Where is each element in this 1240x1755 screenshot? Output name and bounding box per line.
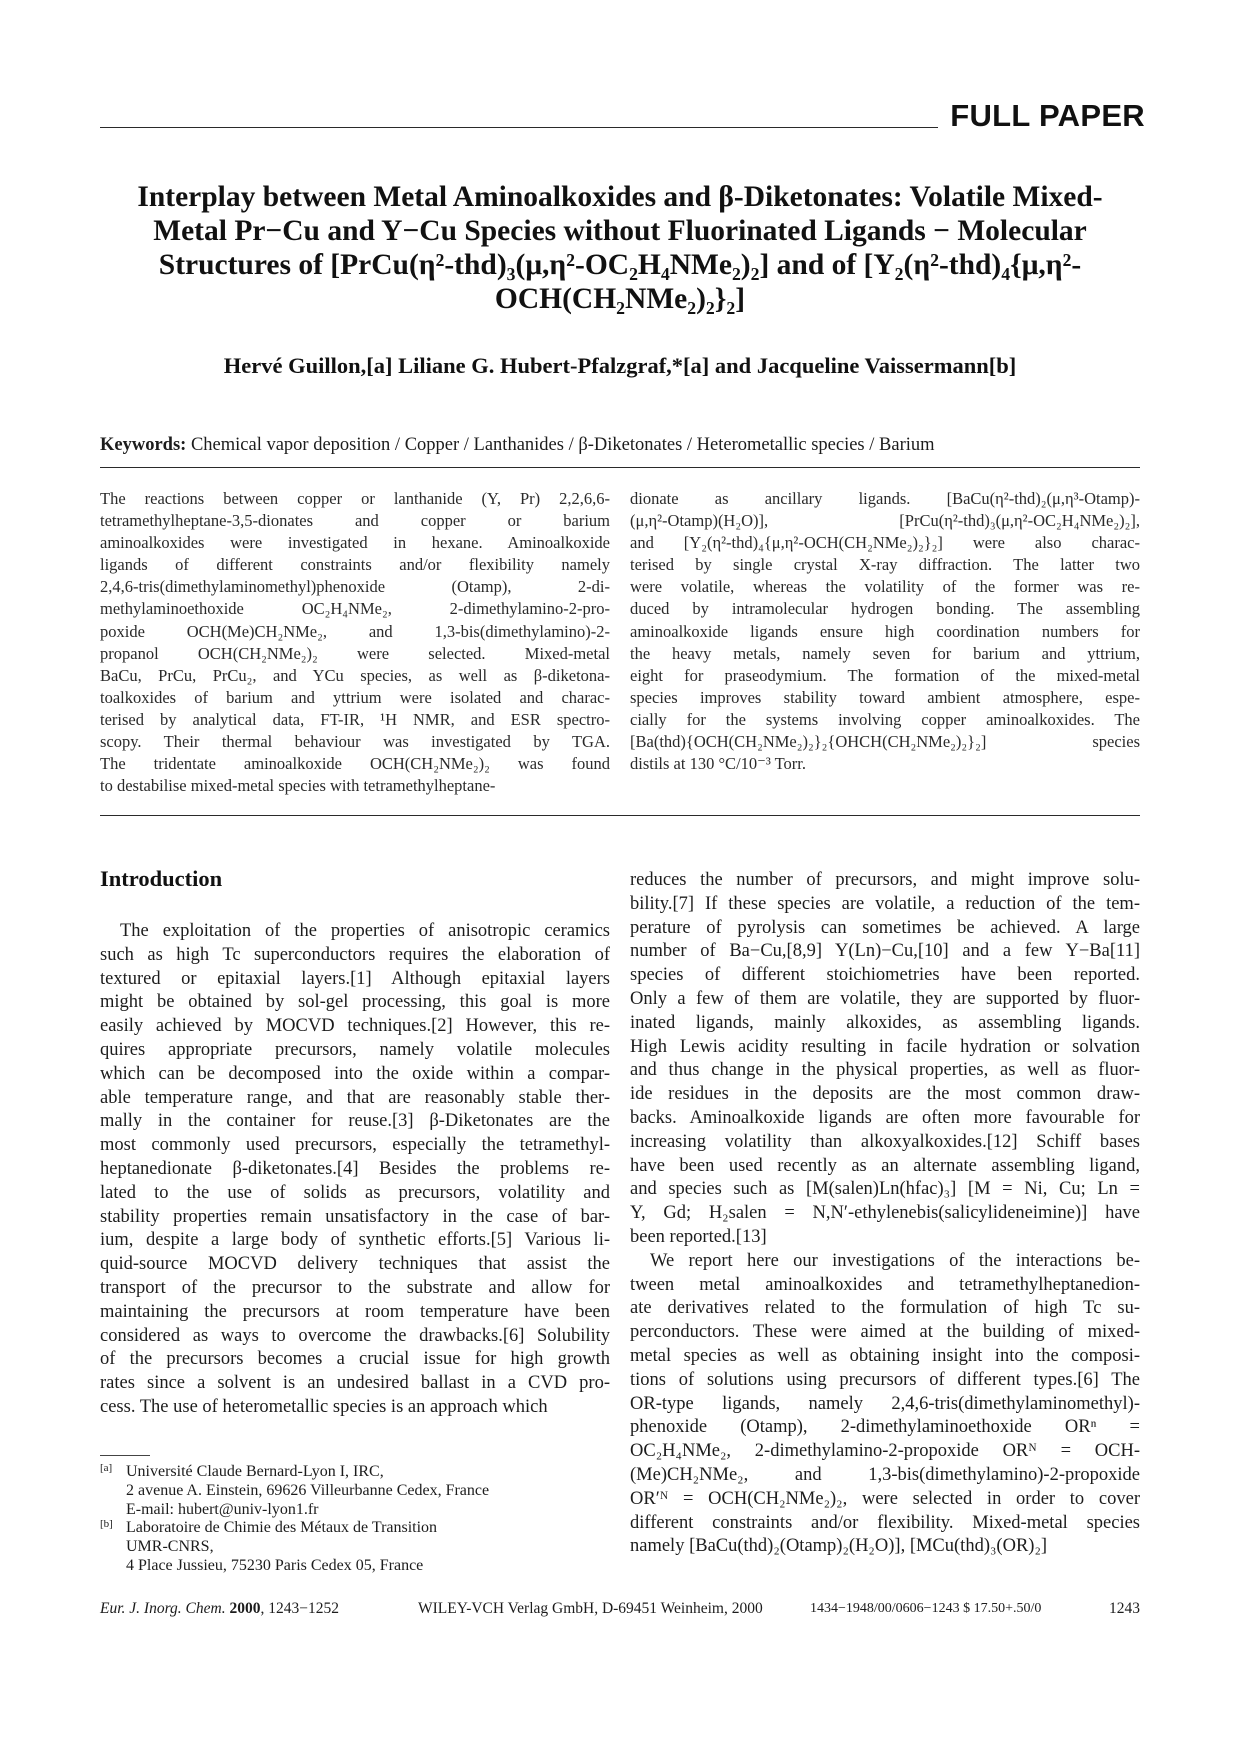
text-line: (Me)CH₂NMe₂, and 1,3-bis(dimethylamino)-2-propoxide	[630, 1464, 1140, 1485]
text-line: species of different stoichiometries have been reported.	[630, 965, 1140, 986]
text-line: such as high Tc superconductors requires the elaboration of	[100, 944, 610, 965]
text-line: (μ,η²-Otamp)(H₂O)], [PrCu(η²-thd)₃(μ,η²-OC₂H₄NMe₂)₂],	[630, 511, 1140, 531]
text-line: BaCu, PrCu, PrCu₂, and YCu species, as well as β-diketona-	[100, 665, 610, 685]
title-line: Metal Pr−Cu and Y−Cu Species without Fluorinated Ligands − Molecular	[153, 215, 1087, 247]
text-line: 2,4,6-tris(dimethylaminomethyl)phenoxide (Otamp), 2-di-	[100, 577, 610, 597]
text-line: inated ligands, mainly alkoxides, as assembling ligands.	[630, 1012, 1140, 1033]
text-line: might be obtained by sol-gel processing, this goal is more	[100, 992, 610, 1013]
text-line: aminoalkoxides were investigated in hexane. Aminoalkoxide	[100, 533, 610, 553]
text-line: have been used recently as an alternate assembling ligand,	[630, 1155, 1140, 1176]
journal-name: Eur. J. Inorg. Chem.	[100, 1600, 226, 1617]
text-line: propanol OCH(CH₂NMe₂)₂ were selected. Mixed-metal	[100, 643, 610, 663]
text-line: transport of the precursor to the substrate and allow for	[100, 1277, 610, 1298]
text-line: been reported.[13]	[630, 1226, 767, 1247]
text-line: most commonly used precursors, especially the tetramethyl-	[100, 1135, 610, 1156]
text-line: High Lewis acidity resulting in facile hydration or solvation	[630, 1036, 1140, 1057]
text-line: terised by single crystal X-ray diffraction. The latter two	[630, 555, 1140, 575]
header-rule	[100, 127, 938, 128]
text-line: perconductors. These were aimed at the building of mixed-	[630, 1322, 1140, 1343]
text-line: Only a few of them are volatile, they are supported by fluor-	[630, 988, 1140, 1009]
text-line: ide residues in the deposits are the most common draw-	[630, 1084, 1140, 1105]
author-list: Hervé Guillon,[a] Liliane G. Hubert-Pfalzgraf,*[a] and Jacqueline Vaissermann[b]	[223, 353, 1017, 378]
text-line: cially for the systems involving copper aminoalkoxides. The	[630, 709, 1140, 729]
text-line: ium, despite a large body of synthetic efforts.[5] Various li-	[100, 1230, 610, 1251]
text-line: Y, Gd; H₂salen = N,N′-ethylenebis(salicylideneimine)] have	[630, 1203, 1140, 1224]
text-line: backs. Aminoalkoxide ligands are often more favourable for	[630, 1107, 1140, 1128]
introduction-right-column	[630, 869, 1140, 1559]
text-line: poxide OCH(Me)CH₂NMe₂, and 1,3-bis(dimethylamino)-2-	[100, 621, 610, 641]
footer-citation	[100, 1600, 339, 1618]
footnote-text: E-mail: hubert@univ-lyon1.fr	[126, 1500, 319, 1518]
text-line: tetramethylheptane-3,5-dionates and copper or barium	[100, 511, 610, 531]
text-line: maintaining the precursors at room temperature have been	[100, 1301, 610, 1322]
footnote-rule	[100, 1455, 150, 1456]
affiliation-footnotes	[100, 1463, 489, 1576]
text-line: aminoalkoxide ligands ensure high coordination numbers for	[630, 621, 1140, 641]
text-line: stability properties remain unsatisfactory in the case of bar-	[100, 1206, 610, 1227]
text-line: The tridentate aminoalkoxide OCH(CH₂NMe₂)₂ was found	[100, 754, 610, 774]
text-line: of the precursors becomes a crucial issue for high growth	[100, 1349, 610, 1370]
footnote-line	[100, 1482, 489, 1501]
footnote-text: UMR-CNRS,	[126, 1538, 214, 1556]
text-line: rates since a solvent is an undesired ballast in a CVD pro-	[100, 1373, 610, 1394]
text-line: OR-type ligands, namely 2,4,6-tris(dimethylaminomethyl)-	[630, 1393, 1140, 1414]
footnote-line	[100, 1463, 489, 1482]
keywords	[100, 435, 935, 456]
text-line: mally in the container for reuse.[3] β-Diketonates are the	[100, 1111, 610, 1132]
abstract-right-column	[630, 488, 1140, 775]
text-line: phenoxide (Otamp), 2-dimethylaminoethoxide ORⁿ =	[630, 1417, 1140, 1438]
journal-pages: , 1243−1252	[260, 1600, 339, 1617]
section-tag: FULL PAPER	[950, 98, 1145, 133]
text-line: distils at 130 °C/10⁻³ Torr.	[630, 754, 807, 774]
text-line: terised by analytical data, FT-IR, ¹H NMR, and ESR spectro-	[100, 709, 610, 729]
text-line: number of Ba−Cu,[8,9] Y(Ln)−Cu,[10] and a few Y−Ba[11]	[630, 941, 1140, 962]
text-line: toalkoxides of barium and yttrium were isolated and charac-	[100, 687, 610, 707]
text-line: heptanedionate β-diketonates.[4] Besides the problems re-	[100, 1158, 610, 1179]
text-line: tween metal aminoalkoxides and tetramethylheptanedion-	[630, 1274, 1140, 1295]
text-line: and thus change in the physical properties, as well as fluor-	[630, 1060, 1140, 1081]
text-line: different constraints and/or flexibility. Mixed-metal species	[630, 1512, 1140, 1533]
article-title	[100, 180, 1140, 316]
text-line: cess. The use of heterometallic species is an approach which	[100, 1396, 548, 1417]
text-line: scopy. Their thermal behaviour was investigated by TGA.	[100, 732, 610, 752]
text-line: the heavy metals, namely seven for barium and yttrium,	[630, 643, 1140, 663]
text-line: dionate as ancillary ligands. [BaCu(η²-thd)₂(μ,η³-Otamp)-	[630, 489, 1140, 508]
footnote-line	[100, 1557, 489, 1576]
title-line: Structures of [PrCu(η²-thd)₃(μ,η²-OC₂H₄NMe₂)₂] and of [Y₂(η²-thd)₄{μ,η²-	[158, 249, 1082, 281]
text-line: methylaminoethoxide OC₂H₄NMe₂, 2-dimethylamino-2-pro-	[100, 599, 610, 619]
footnote-mark	[100, 1553, 126, 1572]
text-line: eight for praseodymium. The formation of the mixed-metal	[630, 665, 1140, 685]
text-line: ate derivatives related to the formulation of high Tc su-	[630, 1298, 1140, 1319]
footer-publisher: WILEY-VCH Verlag GmbH, D-69451 Weinheim, 2000	[418, 1600, 763, 1617]
text-line: increasing volatility than alkoxyalkoxides.[12] Schiff bases	[630, 1131, 1140, 1152]
text-line: ligands of different constraints and/or flexibility namely	[100, 555, 610, 575]
introduction-heading: Introduction	[100, 866, 223, 891]
text-line: metal species as well as obtaining insight into the composi-	[630, 1345, 1140, 1366]
footnote-line	[100, 1538, 489, 1557]
text-line: and [Y₂(η²-thd)₄{μ,η²-OCH(CH₂NMe₂)₂}₂] were also charac-	[630, 533, 1140, 553]
footnote-mark	[100, 1478, 126, 1497]
footnote-mark	[100, 1534, 126, 1553]
abstract-left-column	[100, 488, 610, 797]
footnote-line	[100, 1519, 489, 1538]
text-line: The reactions between copper or lanthanide (Y, Pr) 2,2,6,6-	[100, 489, 610, 508]
footnote-mark	[100, 1497, 126, 1516]
abstract-rule	[100, 815, 1140, 816]
text-line: species improves stability toward ambient atmosphere, espe-	[630, 687, 1140, 707]
text-line: OC₂H₄NMe₂, 2-dimethylamino-2-propoxide ORᴺ = OCH-	[630, 1441, 1140, 1462]
text-line: We report here our investigations of the interactions be-	[650, 1250, 1140, 1271]
text-line: perature of pyrolysis can sometimes be achieved. A large	[630, 917, 1140, 938]
keywords-text: Chemical vapor deposition / Copper / Lanthanides / β-Diketonates / Heterometallic species / Barium	[190, 435, 935, 455]
text-line: namely [BaCu(thd)₂(Otamp)₂(H₂O)], [MCu(thd)₃(OR)₂]	[630, 1536, 1048, 1557]
footer-issn: 1434−1948/00/0606−1243 $ 17.50+.50/0	[810, 1601, 1042, 1616]
footnote-mark: [a]	[100, 1462, 113, 1474]
footnote-mark: [b]	[100, 1518, 113, 1531]
text-line: [Ba(thd){OCH(CH₂NMe₂)₂}₂{OHCH(CH₂NMe₂)₂}₂] species	[630, 732, 1140, 752]
text-line: The exploitation of the properties of anisotropic ceramics	[120, 921, 610, 941]
text-line: to destabilise mixed-metal species with tetramethylheptane-	[100, 776, 496, 796]
footnote-text: 4 Place Jussieu, 75230 Paris Cedex 05, France	[126, 1556, 424, 1574]
title-line: Interplay between Metal Aminoalkoxides and β-Diketonates: Volatile Mixed-	[137, 181, 1103, 213]
title-line: OCH(CH₂NMe₂)₂}₂]	[494, 283, 746, 315]
text-line: bility.[7] If these species are volatile, a reduction of the tem-	[630, 893, 1140, 914]
footnote-text: 2 avenue A. Einstein, 69626 Villeurbanne Cedex, France	[126, 1481, 490, 1499]
text-line: considered as ways to overcome the drawbacks.[6] Solubility	[100, 1325, 610, 1346]
text-line: tions of solutions using precursors of different types.[6] The	[630, 1369, 1140, 1390]
text-line: quid-source MOCVD delivery techniques that assist the	[100, 1254, 610, 1275]
text-line: easily achieved by MOCVD techniques.[2] However, this re-	[100, 1016, 610, 1037]
text-line: which can be decomposed into the oxide within a compar-	[100, 1063, 610, 1084]
text-line: and species such as [M(salen)Ln(hfac)₃] [M = Ni, Cu; Ln =	[630, 1179, 1140, 1200]
text-line: textured or epitaxial layers.[1] Although epitaxial layers	[100, 968, 610, 989]
keywords-rule	[100, 467, 1140, 468]
text-line: lated to the use of solids as precursors, volatility and	[100, 1182, 610, 1203]
keywords-label: Keywords:	[100, 435, 187, 455]
introduction-left-column	[100, 920, 610, 1420]
page-number: 1243	[1109, 1600, 1140, 1617]
text-line: duced by intramolecular hydrogen bonding. The assembling	[630, 599, 1140, 619]
text-line: reduces the number of precursors, and might improve solu-	[630, 870, 1140, 890]
footnote-text: Laboratoire de Chimie des Métaux de Transition	[126, 1519, 438, 1537]
text-line: quires appropriate precursors, namely volatile molecules	[100, 1039, 610, 1060]
text-line: OR′ᴺ = OCH(CH₂NMe₂)₂, were selected in order to cover	[630, 1488, 1140, 1509]
footnote-line	[100, 1501, 489, 1520]
journal-year: 2000	[229, 1600, 261, 1617]
text-line: were volatile, whereas the volatility of the former was re-	[630, 577, 1140, 597]
footnote-text: Université Claude Bernard-Lyon I, IRC,	[126, 1463, 384, 1480]
text-line: able temperature range, and that are reasonably stable ther-	[100, 1087, 610, 1108]
